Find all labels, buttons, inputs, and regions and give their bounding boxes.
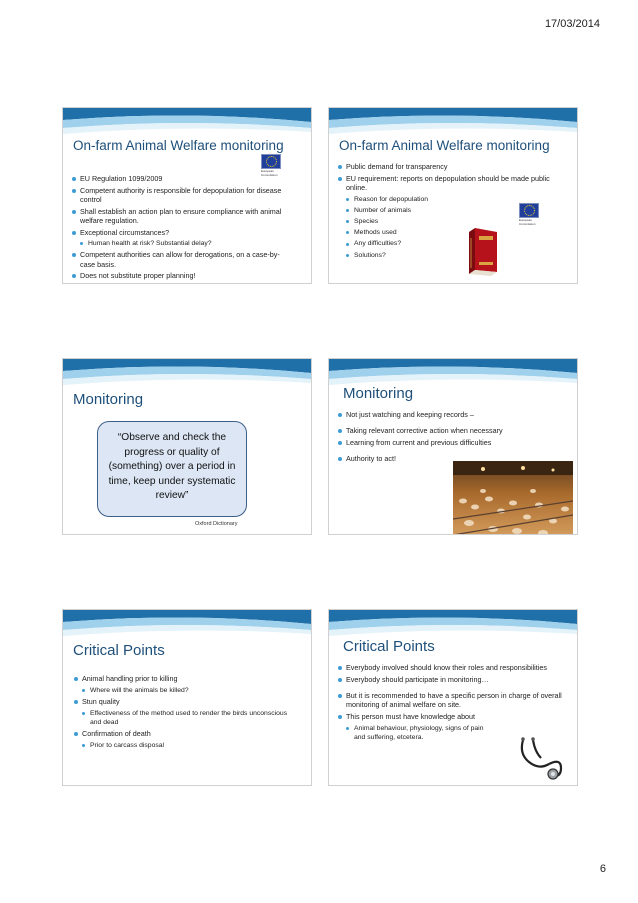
list-item: Methods used	[337, 228, 559, 237]
list-item: This person must have knowledge about	[337, 712, 567, 721]
poultry-house-photo	[453, 461, 573, 535]
slide-title: Critical Points	[343, 638, 435, 655]
logo-caption-line-1: European	[519, 218, 533, 222]
list-item: Taking relevant corrective action when necessary	[337, 426, 567, 435]
list-item: Exceptional circumstances?	[71, 228, 293, 237]
bullet-list	[73, 674, 295, 752]
page-number: 6	[599, 863, 606, 875]
list-item: Does not substitute proper planning!	[71, 271, 293, 280]
slide-3	[62, 358, 312, 535]
slide-title: On-farm Animal Welfare monitoring	[73, 138, 284, 153]
slide-header-band	[63, 359, 311, 389]
list-item: Effectiveness of the method used to render the birds unconscious and dead	[73, 709, 295, 727]
logo-caption-line-1: European	[261, 169, 275, 173]
slide-5	[62, 609, 312, 786]
list-item: Solutions?	[337, 251, 559, 260]
slide-1	[62, 107, 312, 284]
list-item: Animal behaviour, physiology, signs of pain and suffering, etcetera.	[337, 724, 484, 742]
slide-header-band	[63, 610, 311, 640]
logo-caption-line-2: Commission	[261, 172, 278, 177]
list-item: But it is recommended to have a specific person in charge of overall monitoring of animal welfare on site.	[337, 691, 567, 709]
list-item: Competent authority is responsible for depopulation for disease control	[71, 186, 293, 204]
slide-title: Monitoring	[343, 385, 414, 402]
slide-title: Critical Points	[73, 642, 165, 659]
list-item: Learning from current and previous difficulties	[337, 438, 567, 447]
list-item: Everybody involved should know their roles and responsibilities	[337, 663, 567, 672]
list-item: Confirmation of death	[73, 729, 295, 738]
page-date: 17/03/2014	[544, 18, 600, 30]
list-item: Public demand for transparency	[337, 162, 559, 171]
list-item: Competent authorities can allow for derogations, on a case-by-case basis.	[71, 250, 293, 268]
list-item: Species	[337, 217, 559, 226]
list-item: EU requirement: reports on depopulation should be made public online.	[337, 174, 559, 192]
list-item: Human health at risk? Substantial delay?	[71, 239, 293, 248]
list-item: Shall establish an action plan to ensure compliance with animal welfare regulation.	[71, 207, 293, 225]
list-item: Animal handling prior to killing	[73, 674, 295, 683]
list-item: Any difficulties?	[337, 239, 559, 248]
list-item: Not just watching and keeping records –	[337, 410, 567, 419]
list-item: Number of animals	[337, 206, 559, 215]
slide-header-band	[329, 108, 577, 138]
bullet-list	[71, 174, 293, 283]
stethoscope-icon	[515, 736, 571, 780]
list-item: Everybody should participate in monitoring…	[337, 675, 567, 684]
slide-4	[328, 358, 578, 535]
list-item: Reason for depopulation	[337, 195, 559, 204]
logo-caption-line-2: Commission	[519, 221, 536, 226]
list-item: Stun quality	[73, 697, 295, 706]
slide-header-band	[63, 108, 311, 138]
slide-title: Monitoring	[73, 391, 144, 408]
list-item: EU Regulation 1099/2009	[71, 174, 293, 183]
eu-commission-logo-icon	[519, 203, 539, 226]
red-book-icon	[467, 226, 503, 276]
slide-title: On-farm Animal Welfare monitoring	[339, 138, 550, 153]
slide-header-band	[329, 610, 577, 640]
slide-6	[328, 609, 578, 786]
list-item: Where will the animals be killed?	[73, 686, 295, 695]
list-item: Prior to carcass disposal	[73, 741, 295, 750]
bullet-list	[337, 663, 567, 744]
slide-2	[328, 107, 578, 284]
bullet-list	[337, 410, 567, 466]
definition-quote: “Observe and check the progress or quality of (something) over a period in time, keep under systematic review”	[97, 421, 247, 517]
quote-source: Oxford Dictionary	[195, 521, 238, 527]
list-item: Authority to act!	[337, 454, 567, 463]
